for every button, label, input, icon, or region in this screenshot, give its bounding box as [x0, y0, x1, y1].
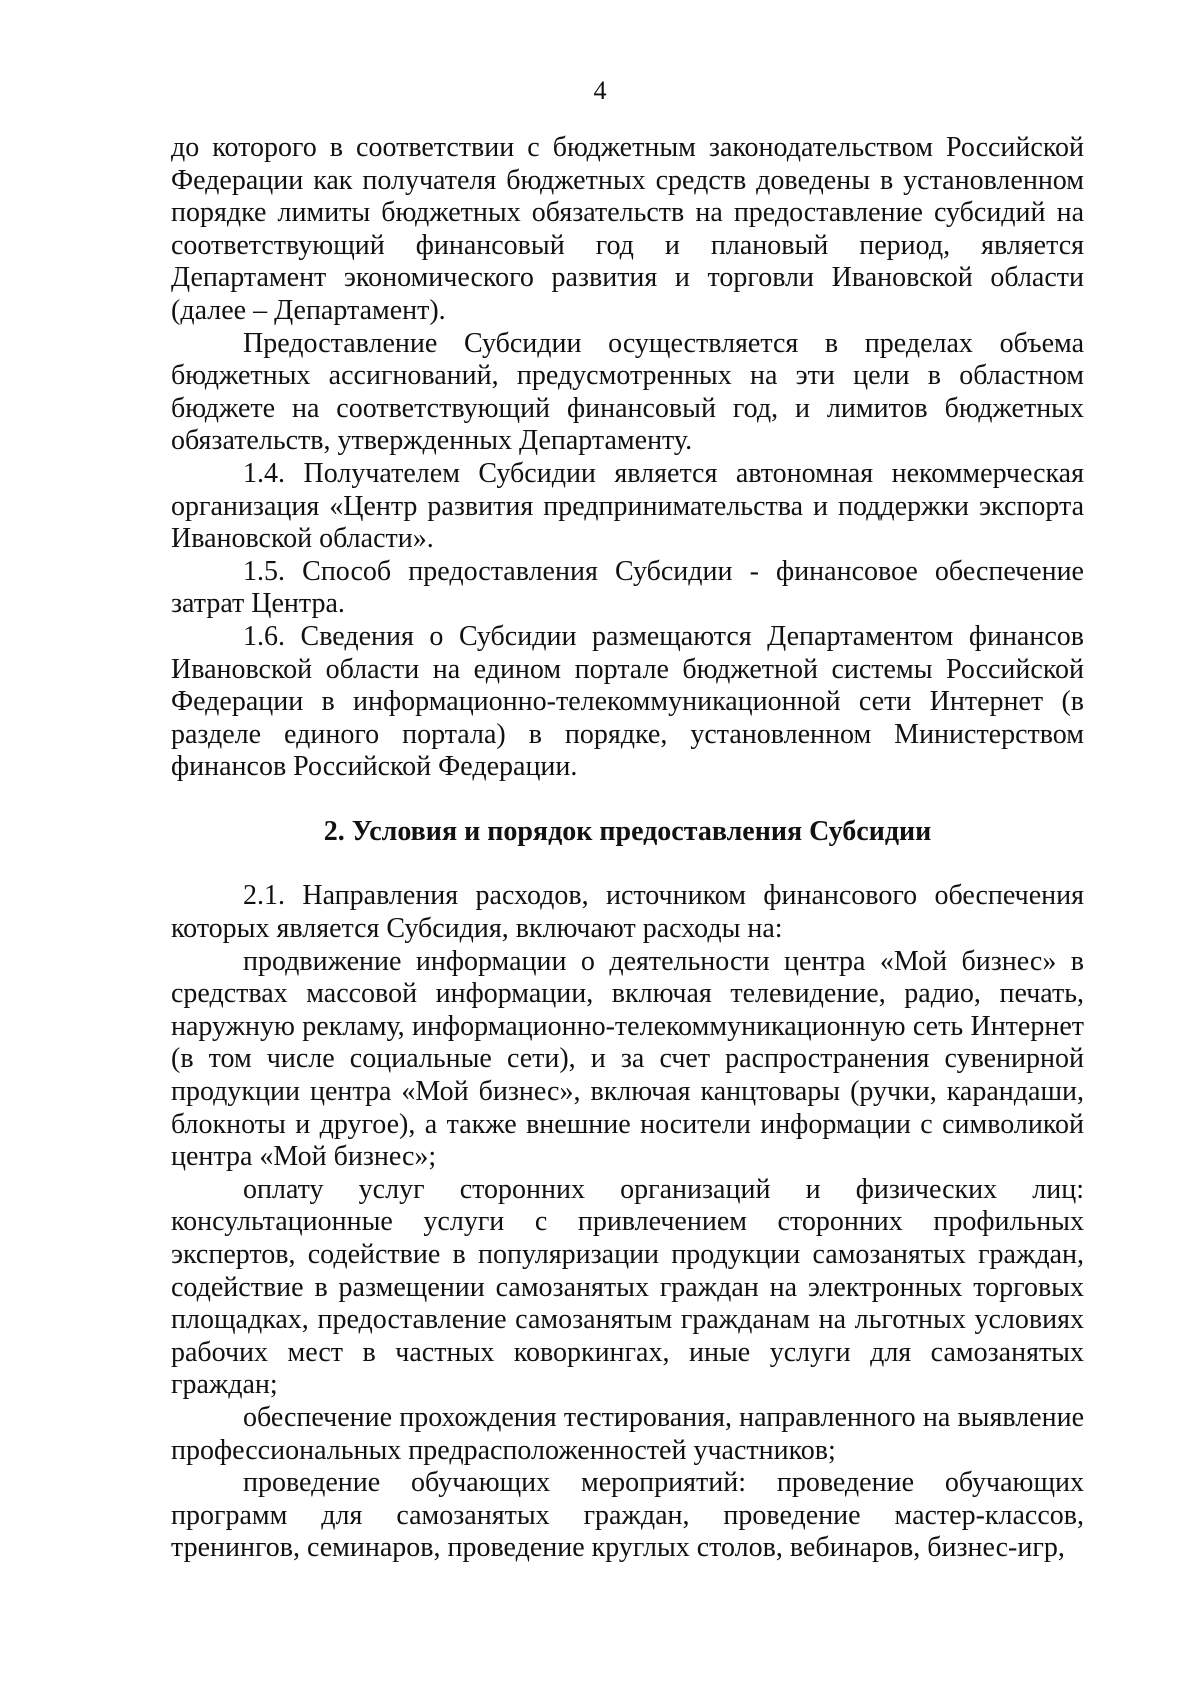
paragraph-2-1: 2.1. Направления расходов, источником финансового обеспечения которых является Субсидия, включают расходы на:: [171, 880, 1084, 945]
paragraph-training-events: проведение обучающих мероприятий: проведение обучающих программ для самозанятых граждан, проведение мастер-классов, тренингов, семинаров, проведение круглых столов, вебинаров, бизнес-игр,: [171, 1467, 1084, 1564]
page-number: 4: [593, 76, 607, 105]
paragraph-subsidy-limits: Предоставление Субсидии осуществляется в пределах объема бюджетных ассигнований, предусмотренных на эти цели в областном бюджете на соответствующий финансовый год, и лимитов бюджетных обязательств, утвержденных Департаменту.: [171, 327, 1084, 457]
paragraph-1-4: 1.4. Получателем Субсидии является автономная некоммерческая организация «Центр развития предпринимательства и поддержки экспорта Ивановской области».: [171, 457, 1084, 555]
paragraph-third-party-services: оплату услуг сторонних организаций и физических лиц: консультационные услуги с привлечением сторонних профильных экспертов, содействие в популяризации продукции самозанятых граждан, содействие в размещении самозанятых граждан на электронных торговых площадках, предоставление самозанятым гражданам на льготных условиях рабочих мест в частных коворкингах, иные услуги для самозанятых граждан;: [171, 1173, 1084, 1401]
paragraph-1-5: 1.5. Способ предоставления Субсидии - финансовое обеспечение затрат Центра.: [171, 555, 1084, 620]
section-2-heading: 2. Условия и порядок предоставления Субсидии: [323, 815, 932, 847]
paragraph-1-6: 1.6. Сведения о Субсидии размещаются Департаментом финансов Ивановской области на едином портале бюджетной системы Российской Федерации в информационно-телекоммуникационной сети Интернет (в разделе единого портала) в порядке, установленном Министерством финансов Российской Федерации.: [171, 620, 1084, 783]
paragraph-promotion: продвижение информации о деятельности центра «Мой бизнес» в средствах массовой информации, включая телевидение, радио, печать, наружную рекламу, информационно-телекоммуникационную сеть Интернет (в том числе социальные сети), и за счет распространения сувенирной продукции центра «Мой бизнес», включая канцтовары (ручки, карандаши, блокноты и другое), а также внешние носители информации с символикой центра «Мой бизнес»;: [171, 945, 1084, 1173]
paragraph-testing: обеспечение прохождения тестирования, направленного на выявление профессиональных предрасположенностей участников;: [171, 1401, 1084, 1466]
paragraph-continuation: до которого в соответствии с бюджетным законодательством Российской Федерации как получателя бюджетных средств доведены в установленном порядке лимиты бюджетных обязательств на предоставление субсидий на соответствующий финансовый год и плановый период, является Департамент экономического развития и торговли Ивановской области (далее – Департамент).: [171, 132, 1084, 326]
document-body: [171, 132, 1084, 1565]
